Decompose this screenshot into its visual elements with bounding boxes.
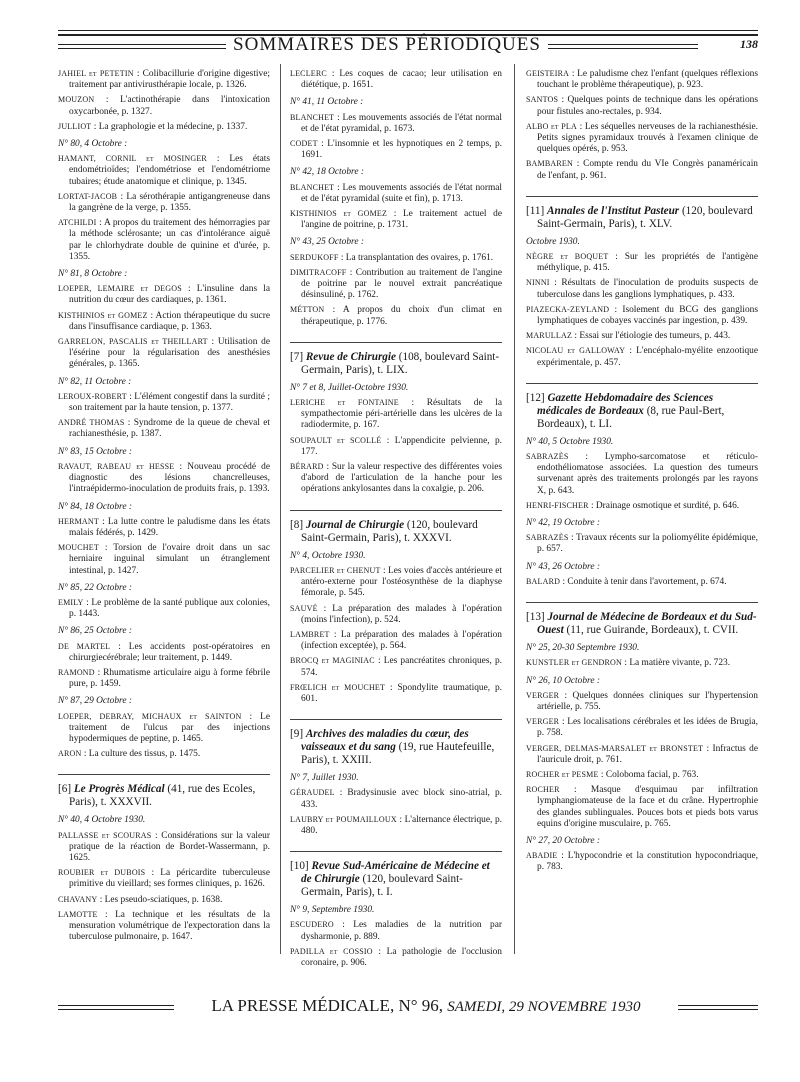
article-authors: ARON (58, 749, 82, 759)
footer-date: SAMEDI, 29 NOVEMBRE 1930 (447, 999, 641, 1015)
article-title: : L'hypocondrie et la constitution hypocondriaque, p. 783. (537, 851, 758, 873)
article-authors: DIMITRACOFF (290, 267, 347, 277)
page-number: 138 (740, 37, 758, 51)
article-title: : Utilisation de l'ésérine pour la régularisation des anesthésies générales, p. 1365. (69, 337, 270, 370)
article-authors: ESCUDERO (290, 920, 334, 930)
journal-title: Annales de l'Institut Pasteur (547, 204, 680, 217)
journal-address: (41, rue des Ecoles, Paris), t. XXXVII. (69, 783, 256, 809)
article-authors: MARULLAZ (526, 331, 573, 341)
article-title: : Infractus de l'auricule droit, p. 761. (537, 743, 758, 765)
article-authors: PADILLA et COSSIO (290, 946, 373, 956)
article-title: : Drainage osmotique et surdité, p. 646. (588, 500, 740, 511)
article-entry (290, 919, 502, 942)
article-title: : Masque d'esquimau par infiltration lymphangiomateuse de la face et du crâne. Hypertrophie des glandes sublinguales. Pouces bots et pieds bots varus equins d'origine musculaire, p. 765. (537, 785, 758, 829)
article-title: : A propos du traitement des hémorragies par la méthode sclérosante; un cas d'intolérance aiguë par le chlorhydrate double de quinine et d'urée, p. 1355. (69, 218, 270, 262)
article-title: : La préparation des malades à l'opération (moins l'infection), p. 524. (301, 603, 502, 625)
article-title: : L'appendicite pelvienne, p. 177. (301, 435, 502, 457)
header-rule-right (548, 44, 698, 45)
article-title: : Conduite à tenir dans l'avortement, p. 674. (560, 576, 727, 587)
journal-number: [8] (290, 518, 306, 531)
footer-rule-left (58, 1005, 174, 1006)
issue-heading: N° 82, 11 Octobre : (58, 376, 132, 387)
issue-heading: N° 7, Juillet 1930. (290, 773, 359, 784)
article-entry (290, 208, 502, 231)
article-title: : La sérothérapie antigangreneuse dans la gangrène de la verge, p. 1355. (69, 191, 270, 214)
issue-heading: N° 7 et 8, Juillet-Octobre 1930. (290, 382, 409, 393)
article-entry (58, 667, 270, 690)
article-entry (58, 516, 270, 539)
column-divider (514, 64, 515, 954)
article-title: : Les pancréatites chroniques, p. 574. (301, 656, 502, 678)
article-title: : Sur la valeur respective des différentes voies d'abord de l'articulation de la hanche pour les opérations ankylosantes dans la coxalgie, p. 206. (301, 462, 502, 495)
journal-title: Revue de Chirurgie (305, 350, 396, 363)
article-title: : Les accidents post-opératoires en chirurgiecérébrale; leur traitement, p. 1449. (69, 641, 271, 663)
column-3 (526, 68, 758, 877)
article-authors: LERICHE et FONTAINE (290, 398, 399, 408)
section-rule (526, 383, 758, 384)
article-entry (58, 542, 270, 577)
issue-heading: N° 40, 5 Octobre 1930. (526, 436, 614, 447)
article-entry (58, 909, 270, 944)
article-entry (526, 784, 758, 830)
article-entry (58, 597, 270, 620)
journal-number: [13] (526, 611, 548, 624)
article-entry (58, 711, 270, 746)
article-authors: VERGER (526, 690, 560, 700)
journal-heading (290, 351, 502, 377)
article-entry (290, 397, 502, 432)
article-authors: LEROUX-ROBERT (58, 391, 127, 401)
issue-heading: N° 25, 20-30 Septembre 1930. (526, 643, 640, 654)
journal-address: (108, boulevard Saint-Germain, Paris), t. LIX. (301, 350, 500, 376)
article-authors: LECLERC (290, 69, 327, 78)
article-title: : La culture des tissus, p. 1475. (81, 749, 201, 760)
article-title: : La péricardite tuberculeuse primitive du vieillard; ses formes cliniques, p. 1626. (69, 868, 270, 890)
article-authors: HAMANT, CORNIL et MOSINGER (58, 154, 207, 164)
article-authors: VERGER (526, 717, 560, 727)
article-authors: LAUBRY et POUMAILLOUX (290, 814, 397, 824)
journal-address: (120, boulevard Saint-Germain, Paris), t. I. (301, 873, 463, 899)
article-authors: SAUVÉ (290, 603, 318, 613)
issue-heading: N° 84, 18 Octobre : (58, 501, 132, 512)
header-rule-right (548, 48, 698, 49)
article-title: : Nouveau procédé de diagnostic des lésions chancrelleuses, l'intraépidermo-inoculation de produits frais, p. 1393. (69, 461, 270, 495)
footer-rule-left (58, 1009, 174, 1010)
article-authors: ALBO et PLA (526, 121, 577, 131)
article-title: : Torsion de l'ovaire droit dans un sac herniaire inguinal simulant un étranglement intestinal, p. 1427. (69, 543, 270, 576)
article-entry (58, 417, 270, 440)
journal-heading (290, 860, 502, 899)
article-authors: GEISTEIRA (526, 69, 570, 78)
article-title: : L'encéphalo-myélite enzootique expérimentale, p. 457. (537, 346, 758, 368)
article-title: : Les mouvements associés de l'état normal et de l'état pyramidal, p. 1673. (301, 112, 502, 134)
issue-heading: N° 42, 18 Octobre : (290, 167, 364, 178)
article-title: : Les mouvements associés de l'état normal et de l'état pyramidal (suite et fin), p. 1713. (301, 182, 502, 204)
issue-heading: N° 80, 4 Octobre : (58, 139, 128, 150)
article-title: : Le traitement de l'ulcus par des injections hypodermiques de peptine, p. 1465. (69, 711, 270, 744)
article-authors: PARCELIER et CHENUT (290, 565, 381, 575)
issue-heading: N° 87, 29 Octobre : (58, 696, 132, 707)
article-entry (58, 68, 270, 91)
article-title: : Les séquelles nerveuses de la rachianesthésie. Petits signes pyramidaux trouvés à l'examen clinique de quelques opérés, p. 953. (537, 121, 758, 155)
article-entry (290, 182, 502, 205)
journal-number: [12] (526, 391, 548, 404)
article-title: : La matière vivante, p. 723. (622, 658, 731, 669)
article-authors: JAHIEL et PETETIN (58, 69, 134, 78)
article-authors: JULLIOT (58, 121, 92, 131)
article-authors: LAMOTTE (58, 909, 98, 919)
article-entry (526, 716, 758, 739)
issue-heading: N° 85, 22 Octobre : (58, 582, 132, 593)
journal-title: Archives des maladies du cœur, des vaisseaux et du sang (301, 728, 469, 754)
header-rule-left (58, 48, 226, 49)
article-entry (526, 94, 758, 117)
article-authors: LAMBRET (290, 629, 330, 639)
journal-heading (526, 611, 758, 637)
article-entry (290, 629, 502, 652)
article-authors: LORTAT-JACOB (58, 191, 118, 201)
section-rule (290, 510, 502, 511)
article-entry (58, 153, 270, 188)
top-rule (58, 30, 758, 31)
journal-address: (120, boulevard Saint-Germain, Paris), t. XXXVI. (301, 518, 478, 544)
article-authors: SABRAZÈS (526, 533, 569, 543)
article-entry (290, 682, 502, 705)
article-entry (526, 451, 758, 497)
article-entry (290, 565, 502, 600)
column-divider (280, 64, 281, 954)
article-authors: ANDRÉ THOMAS (58, 418, 125, 428)
article-authors: PIAZECKA-ZEYLAND (526, 304, 610, 314)
article-title: : Lympho-sarcomatose et réticulo-endothéliomatose associées. La question des tumeurs survenant après des traitements prolongés par les rayons X, p. 643. (537, 452, 758, 496)
article-entry (58, 641, 270, 664)
article-title: : Quelques points de technique dans les opérations pour fistules ano-rectales, p. 934. (537, 95, 758, 117)
article-authors: ROCHER (526, 785, 560, 795)
article-authors: LOEPER, DEBRAY, MICHAUX et SAINTON (58, 711, 242, 721)
article-title: : Colibacillurie d'origine digestive; traitement par antivirusthérapie locale, p. 1326. (69, 69, 270, 91)
article-entry (526, 743, 758, 766)
article-entry (290, 946, 502, 969)
journal-number: [6] (58, 783, 74, 796)
article-title: : Quelques données cliniques sur l'hypertension artérielle, p. 755. (537, 690, 758, 712)
article-entry (526, 657, 758, 669)
article-authors: BALARD (526, 576, 561, 586)
footer-rule-right (678, 1009, 758, 1010)
article-title: : La lutte contre le paludisme dans les états malais fédérés, p. 1429. (69, 516, 270, 538)
journal-heading (58, 783, 270, 809)
article-authors: ROUBIER et DUBOIS (58, 868, 146, 878)
article-title: : Isolement du BCG des ganglions lymphatiques de cobayes vaccinés par ingestion, p. 439. (537, 304, 758, 327)
article-title: : Sur les propriétés de l'antigène méthylique, p. 415. (537, 252, 758, 274)
article-entry (526, 330, 758, 342)
journal-address: (8, rue Paul-Bert, Bordeaux), t. LI. (537, 404, 725, 430)
article-authors: KISTHINIOS et GOMEZ (58, 310, 148, 320)
article-entry (290, 138, 502, 161)
article-authors: ATCHILDI (58, 218, 97, 228)
issue-heading: N° 81, 8 Octobre : (58, 269, 128, 280)
article-authors: SABRAZÈS (526, 452, 569, 462)
article-authors: MOUZON (58, 95, 95, 105)
journal-number: [11] (526, 204, 548, 217)
article-title: : Résultats de l'inoculation de produits suspects de tuberculose dans les ganglions lymphatiques, p. 433. (537, 278, 758, 300)
article-entry (290, 461, 502, 496)
article-authors: RAVAUT, RABEAU et HESSE (58, 461, 175, 471)
journal-title: Le Progrès Médical (73, 783, 165, 796)
article-title: : Le traitement actuel de l'angine de poitrine, p. 1731. (301, 209, 502, 231)
article-entry (526, 769, 758, 781)
article-title: : Résultats de la sympathectomie péri-artérielle dans les ulcères de la radiodermite, p. 167. (301, 398, 503, 431)
article-authors: SERDUKOFF (290, 252, 339, 262)
column-1 (58, 68, 270, 946)
article-entry (58, 894, 270, 906)
article-entry (290, 304, 502, 327)
article-authors: RAMOND (58, 667, 95, 677)
section-rule (526, 602, 758, 603)
article-title: : L'élément congestif dans la surdité ; son traitement par la haute tension, p. 1377. (69, 391, 270, 414)
article-entry (290, 68, 502, 91)
article-entry (526, 576, 758, 588)
article-title: : La technique et les résultats de la mensuration volumétrique de l'expectoration dans la tuberculose pulmonaire, p. 1647. (69, 909, 270, 943)
article-authors: DE MARTEL (58, 641, 111, 651)
issue-heading: Octobre 1930. (526, 236, 580, 247)
journal-title: Journal de Médecine de Bordeaux et du Sud-Ouest (537, 611, 757, 637)
issue-heading: N° 9, Septembre 1930. (290, 905, 375, 916)
article-title: : Coloboma facial, p. 763. (598, 769, 699, 780)
journal-number: [10] (290, 860, 312, 873)
article-title: : Rhumatisme articulaire aigu à forme fébrile pure, p. 1459. (69, 667, 270, 690)
article-title: : Les pseudo-sciatiques, p. 1638. (97, 894, 223, 905)
article-entry (526, 500, 758, 512)
article-title: : Les localisations cérébrales et les idées de Brugia, p. 758. (537, 717, 758, 739)
article-title: : Le paludisme chez l'enfant (quelques réflexions touchant le problème thérapeutique), p. 923. (537, 69, 758, 91)
journal-title: Revue Sud-Américaine de Médecine et de Chirurgie (301, 860, 490, 886)
journal-title: Journal de Chirurgie (305, 518, 405, 531)
article-authors: GARRELON, PASCALIS et THEILLART (58, 337, 208, 347)
article-title: : La pathologie de l'occlusion coronaire, p. 906. (301, 946, 502, 968)
article-entry (526, 532, 758, 555)
section-rule (290, 342, 502, 343)
issue-heading: N° 27, 20 Octobre : (526, 835, 600, 846)
article-entry (290, 655, 502, 678)
article-authors: VERGER, DELMAS-MARSALET et BRONSTET (526, 743, 704, 753)
issue-heading: N° 40, 4 Octobre 1930. (58, 815, 146, 826)
article-entry (58, 217, 270, 263)
article-authors: FRŒLICH et MOUCHET (290, 682, 386, 692)
article-authors: BAMBAREN (526, 159, 573, 169)
article-title: : A propos du choix d'un climat en thérapeutique, p. 1776. (301, 305, 502, 327)
journal-number: [7] (290, 350, 306, 363)
journal-heading (290, 519, 502, 545)
article-authors: EMILY (58, 597, 84, 607)
header-rule-left (58, 44, 226, 45)
article-title: : Les états endométrioïdes; l'endométriose et l'endométriome tubaires; étude anatomique et clinique, p. 1345. (69, 154, 271, 187)
article-title: : La transplantation des ovaires, p. 1761. (338, 252, 494, 263)
article-entry (526, 690, 758, 713)
article-entry (526, 121, 758, 156)
section-rule (290, 719, 502, 720)
article-authors: MÉTTON (290, 305, 325, 315)
article-entry (526, 850, 758, 873)
article-authors: BLANCHET (290, 112, 335, 122)
article-title: : Les voies d'accès antérieure et antéro-externe pour l'ostéosynthèse de la diaphyse fémorale, p. 545. (301, 565, 502, 599)
article-authors: SANTOS (526, 95, 559, 105)
page-title: SOMMAIRES DES PÉRIODIQUES (233, 34, 541, 55)
article-authors: CHAVANY (58, 894, 98, 904)
issue-heading: N° 43, 25 Octobre : (290, 237, 364, 248)
article-title: : L'actinothérapie dans l'intoxication oxycarbonée, p. 1327. (69, 95, 270, 117)
article-authors: SOUPAULT et SCOLLÉ (290, 435, 382, 445)
journal-heading (526, 205, 758, 231)
journal-heading (290, 728, 502, 767)
section-rule (58, 774, 270, 775)
issue-heading: N° 42, 19 Octobre : (526, 518, 600, 529)
article-entry (290, 112, 502, 135)
article-entry (290, 435, 502, 458)
issue-heading: N° 26, 10 Octobre : (526, 675, 600, 686)
article-title: : Bradysinusie avec block sino-atrial, p. 433. (301, 788, 502, 810)
article-title: : Action thérapeutique du sucre dans l'insuffisance cardiaque, p. 1363. (69, 310, 270, 332)
article-entry (58, 283, 270, 306)
article-title: : La préparation des malades à l'opération (infection exceptée), p. 564. (301, 629, 502, 652)
article-title: : Compte rendu du VIe Congrès panaméricain de l'enfant, p. 961. (537, 159, 758, 181)
article-entry (526, 251, 758, 274)
article-entry (526, 158, 758, 181)
journal-heading (526, 392, 758, 431)
article-authors: LOEPER, LEMAIRE et DEGOS (58, 284, 182, 294)
article-title: : Considérations sur la valeur pratique de la réaction de Bordet-Wassermann, p. 1625. (69, 830, 270, 863)
article-entry (58, 121, 270, 133)
article-authors: NÈGRE et BOQUET (526, 252, 609, 262)
article-authors: HENRI-FISCHER (526, 500, 589, 510)
issue-heading: N° 41, 11 Octobre : (290, 97, 364, 108)
article-title: : Les coques de cacao; leur utilisation en diététique, p. 1651. (301, 69, 502, 91)
issue-heading: N° 83, 15 Octobre : (58, 446, 132, 457)
article-entry (58, 830, 270, 865)
article-title: : Les maladies de la nutrition par dysharmonie, p. 889. (301, 920, 502, 942)
article-entry (58, 310, 270, 333)
footer-journal: LA PRESSE MÉDICALE, N° 96, (211, 996, 444, 1015)
article-entry (290, 787, 502, 810)
article-title: : L'alternance électrique, p. 480. (301, 814, 502, 836)
issue-heading: N° 4, Octobre 1930. (290, 550, 366, 561)
article-title: : Syndrome de la queue de cheval et rachianesthésie, p. 1387. (69, 418, 270, 440)
article-title: : Essai sur l'étiologie des tumeurs, p. 443. (572, 331, 731, 342)
article-authors: HERMANT (58, 516, 99, 526)
article-title: : Spondylite traumatique, p. 601. (301, 682, 502, 704)
article-entry (58, 867, 270, 890)
article-entry (290, 603, 502, 626)
article-entry (526, 68, 758, 91)
article-entry (58, 391, 270, 414)
article-title: : Le problème de la santé publique aux colonies, p. 1443. (69, 597, 270, 620)
column-2 (290, 68, 502, 972)
issue-heading: N° 86, 25 Octobre : (58, 626, 132, 637)
article-entry (290, 252, 502, 264)
section-rule (290, 851, 502, 852)
article-entry (58, 461, 270, 496)
article-authors: BROCQ et MAGINIAC (290, 656, 375, 666)
article-entry (58, 748, 270, 760)
footer-rule-right (678, 1005, 758, 1006)
article-entry (58, 336, 270, 371)
article-authors: CODET (290, 139, 318, 149)
article-entry (526, 345, 758, 368)
article-authors: NICOLAU et GALLOWAY (526, 346, 626, 356)
journal-address: (120, boulevard Saint-Germain, Paris), t. XLV. (537, 204, 753, 230)
journal-title: Gazette Hebdomadaire des Sciences médicales de Bordeaux (537, 391, 714, 417)
article-authors: ROCHER et PESME (526, 769, 599, 779)
article-authors: NINNI (526, 278, 550, 288)
article-authors: KISTHINIOS et GOMEZ (290, 209, 388, 219)
article-entry (58, 191, 270, 214)
article-entry (58, 94, 270, 117)
article-authors: BÉRARD (290, 462, 324, 472)
journal-address: (11, rue Guirande, Bordeaux), t. CVII. (563, 624, 739, 637)
article-entry (290, 814, 502, 837)
section-rule (526, 196, 758, 197)
journal-number: [9] (290, 728, 306, 741)
article-entry (526, 277, 758, 300)
article-authors: GÉRAUDEL (290, 788, 335, 798)
issue-heading: N° 43, 26 Octobre : (526, 561, 600, 572)
article-authors: PALLASSE et SCOURAS (58, 830, 152, 840)
footer (176, 996, 676, 1016)
article-title: : Travaux récents sur la poliomyélite épidémique, p. 657. (537, 533, 758, 555)
article-title: : L'insomnie et les hypnotiques en 2 temps, p. 1691. (301, 139, 502, 161)
article-authors: MOUCHET (58, 543, 99, 553)
article-entry (526, 304, 758, 327)
article-authors: BLANCHET (290, 182, 335, 192)
article-title: : L'insuline dans la nutrition du cœur des cardiaques, p. 1361. (69, 284, 270, 306)
article-title: : La graphologie et la médecine, p. 1337. (91, 121, 248, 132)
article-title: : Contribution au traitement de l'angine de poitrine par le nouvel extrait pancréatique désinsuliné, p. 1762. (301, 267, 502, 301)
article-authors: ABADIE (526, 851, 558, 861)
article-authors: KUNSTLER et GENDRON (526, 658, 623, 668)
article-entry (290, 267, 502, 302)
journal-address: (19, rue Hautefeuille, Paris), t. XXIII. (301, 741, 495, 767)
